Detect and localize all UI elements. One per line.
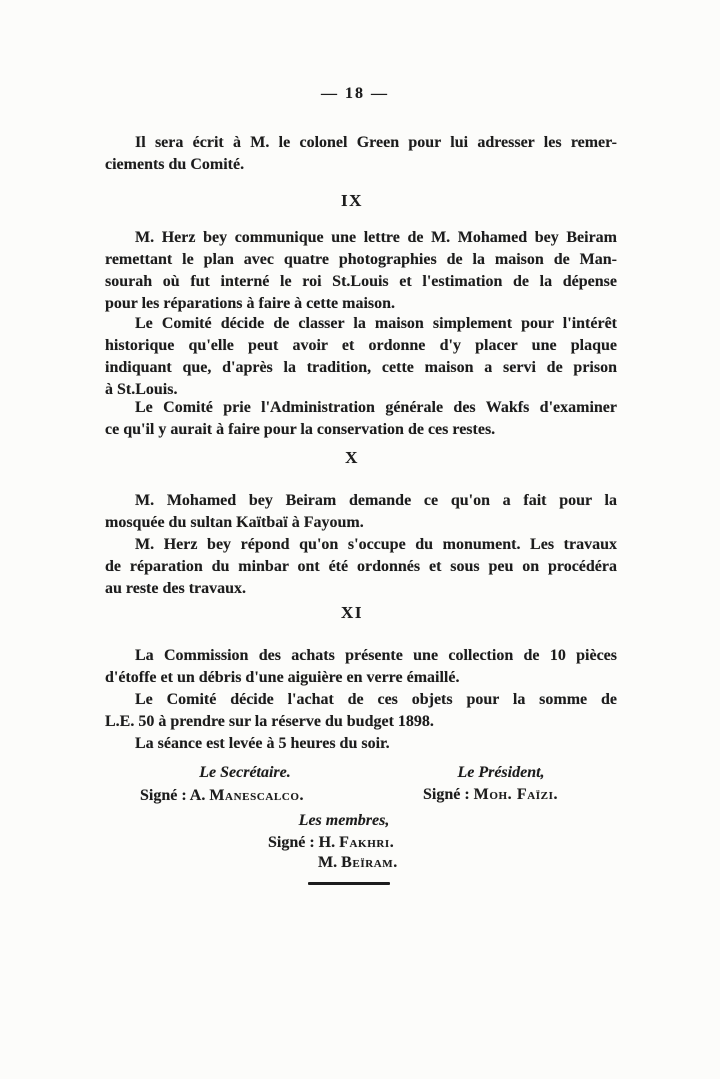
signature-members-title: Les membres, xyxy=(298,812,390,829)
text-line: indiquant que, d'après la tradition, cette maison a servi de prison xyxy=(105,359,617,376)
text-line: La Commission des achats présente une collection de 10 pièces xyxy=(135,647,617,664)
text-line: M. Mohamed bey Beiram demande ce qu'on a fait pour la xyxy=(135,492,617,509)
text-line: ciements du Comité. xyxy=(105,156,245,173)
text-block xyxy=(105,0,617,1079)
signature-member-line xyxy=(318,853,398,873)
text-line: mosquée du sultan Kaïtbaï à Fayoum. xyxy=(105,514,364,531)
page-number: — 18 — xyxy=(321,85,389,102)
text-line: sourah où fut interné le roi St.Louis et l'estimation de la dépense xyxy=(105,273,617,290)
end-rule xyxy=(308,882,390,885)
text-line: M. Herz bey répond qu'on s'occupe du monument. Les travaux xyxy=(135,536,617,553)
member-name: Beïram. xyxy=(341,854,398,871)
text-line: La séance est levée à 5 heures du soir. xyxy=(135,735,390,752)
text-line: Le Comité décide de classer la maison simplement pour l'intérêt xyxy=(135,315,617,332)
text-line: Le Comité décide l'achat de ces objets pour la somme de xyxy=(135,691,617,708)
signed-prefix: Signé : H. xyxy=(268,834,340,851)
text-line: historique qu'elle peut avoir et ordonne d'y placer une plaque xyxy=(105,337,617,354)
signed-prefix: M. xyxy=(318,854,342,871)
text-line: d'étoffe et un débris d'une aiguière en verre émaillé. xyxy=(105,669,460,686)
signature-member-line xyxy=(268,833,394,853)
text-line: ce qu'il y aurait à faire pour la conservation de ces restes. xyxy=(105,421,496,438)
signature-president-signed xyxy=(423,785,558,805)
signature-president-title: Le Président, xyxy=(457,764,545,781)
text-line: à St.Louis. xyxy=(105,381,178,398)
paragraph-ix-1 xyxy=(105,227,617,315)
section-heading-x: X xyxy=(345,448,359,467)
paragraph-intro xyxy=(105,132,617,176)
paragraph-xi-3 xyxy=(105,733,617,755)
paragraph-ix-2 xyxy=(105,313,617,401)
text-line: de réparation du minbar ont été ordonnés et sous peu on procédéra xyxy=(105,558,617,575)
text-line: au reste des travaux. xyxy=(105,580,247,597)
signature-secretary-signed xyxy=(140,786,304,806)
text-line: L.E. 50 à prendre sur la réserve du budget 1898. xyxy=(105,713,434,730)
text-line: remettant le plan avec quatre photographies de la maison de Man- xyxy=(105,251,617,268)
paragraph-ix-3 xyxy=(105,397,617,441)
text-line: Il sera écrit à M. le colonel Green pour lui adresser les remer- xyxy=(135,134,617,151)
paragraph-xi-1 xyxy=(105,645,617,689)
signed-prefix: Signé : xyxy=(423,786,474,803)
paragraph-xi-2 xyxy=(105,689,617,733)
secretary-name: Manescalco. xyxy=(209,787,305,804)
paragraph-x-2 xyxy=(105,534,617,600)
text-line: M. Herz bey communique une lettre de M. Mohamed bey Beiram xyxy=(135,229,617,246)
text-line: pour les réparations à faire à cette maison. xyxy=(105,295,396,312)
signature-secretary-title: Le Secrétaire. xyxy=(199,764,291,781)
section-heading-xi: XI xyxy=(341,603,363,622)
text-line: Le Comité prie l'Administration générale des Wakfs d'examiner xyxy=(135,399,617,416)
president-name: Moh. Faïzi. xyxy=(473,786,559,803)
section-heading-ix: IX xyxy=(341,191,363,210)
paragraph-x-1 xyxy=(105,490,617,534)
signed-prefix: Signé : A. xyxy=(140,787,210,804)
member-name: Fakhri. xyxy=(339,834,395,851)
